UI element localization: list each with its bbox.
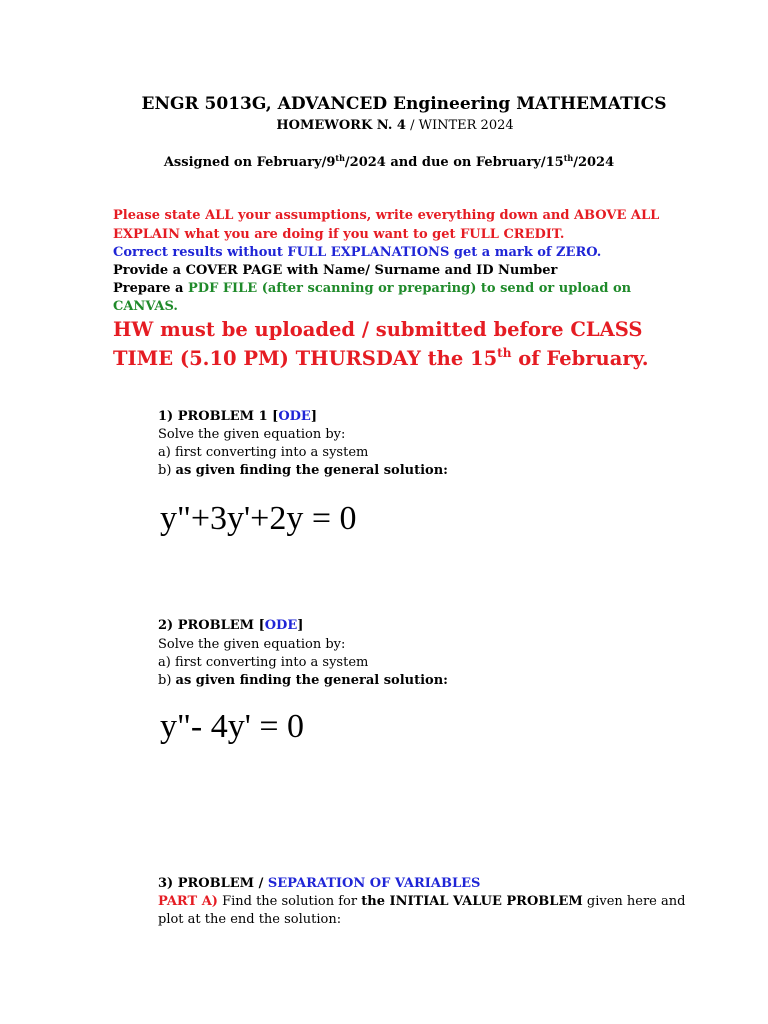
problem-2-tag: ODE [264,618,298,633]
homework-term: / WINTER 2024 [405,118,514,133]
problem-3-part-label: PART A) [158,894,218,909]
assigned-dates [0,153,768,170]
deadline-text-b: of February. [511,347,649,370]
homework-number: HOMEWORK N. 4 [276,118,406,133]
assigned-text-1: Assigned on February/9 [163,155,336,170]
instruction-line-4: Provide a COVER PAGE with Name/ Surname and ID Number [113,263,558,278]
document-title: ENGR 5013G, ADVANCED Engineering MATHEMATICS [141,94,667,114]
problem-1-equation: y"+3y'+2y = 0 [160,500,357,537]
assigned-text-3: /2024 [573,155,615,170]
problem-1-line-3-text: as given finding the general solution: [175,463,448,478]
problem-1-heading [158,409,317,424]
instruction-line-1: Please state ALL your assumptions, write everything down and ABOVE ALL [113,208,660,223]
instruction-line-2: EXPLAIN what you are doing if you want to get FULL CREDIT. [113,227,565,242]
problem-2-line-3 [158,673,448,688]
deadline-line-2 [113,346,649,370]
problem-3-tag: SEPARATION OF VARIABLES [267,876,481,891]
problem-3-line-2: plot at the end the solution: [158,912,342,927]
deadline-sup: th [497,346,512,360]
instruction-line-5-prefix: Prepare a [113,281,189,296]
deadline-text-a: TIME (5.10 PM) THURSDAY the 15 [113,347,498,370]
problem-1-tag: ODE [278,409,311,424]
problem-2-heading-text: 2) PROBLEM [ [158,618,265,633]
problem-3-part-text-b: the INITIAL VALUE PROBLEM [361,894,583,909]
problem-2-equation: y"- 4y' = 0 [160,708,305,745]
instruction-line-3: Correct results without FULL EXPLANATIONS get a mark of ZERO. [113,245,602,260]
problem-1-line-3-label: b) [158,463,176,478]
problem-3-part-text-a: Find the solution for [217,894,362,909]
problem-3-heading [158,876,480,891]
problem-3-heading-text: 3) PROBLEM / [158,876,268,891]
assigned-sup-2: th [563,153,574,163]
problem-1-heading-close: ] [310,409,317,424]
instruction-line-6: CANVAS. [113,299,178,314]
deadline-line-1: HW must be uploaded / submitted before CLASS [113,318,643,341]
problem-2-heading [158,618,303,633]
problem-2-line-3-label: b) [158,673,176,688]
problem-2-line-3-text: as given finding the general solution: [175,673,448,688]
problem-2-line-1: Solve the given equation by: [158,637,346,652]
assigned-sup-1: th [335,153,345,163]
instruction-line-5 [113,281,631,296]
problem-3-part-a [158,894,685,909]
problem-1-line-3 [158,463,448,478]
instruction-line-5-pdf: PDF FILE (after scanning or preparing) to send or upload on [188,281,632,296]
homework-subtitle [0,118,768,133]
problem-3-part-text-c: given here and [582,894,686,909]
assigned-text-2: /2024 and due on February/15 [344,155,564,170]
problem-2-line-2: a) first converting into a system [158,655,369,670]
problem-1-line-2: a) first converting into a system [158,445,369,460]
problem-2-heading-close: ] [297,618,304,633]
problem-1-line-1: Solve the given equation by: [158,427,346,442]
problem-1-heading-text: 1) PROBLEM 1 [ [158,409,279,424]
